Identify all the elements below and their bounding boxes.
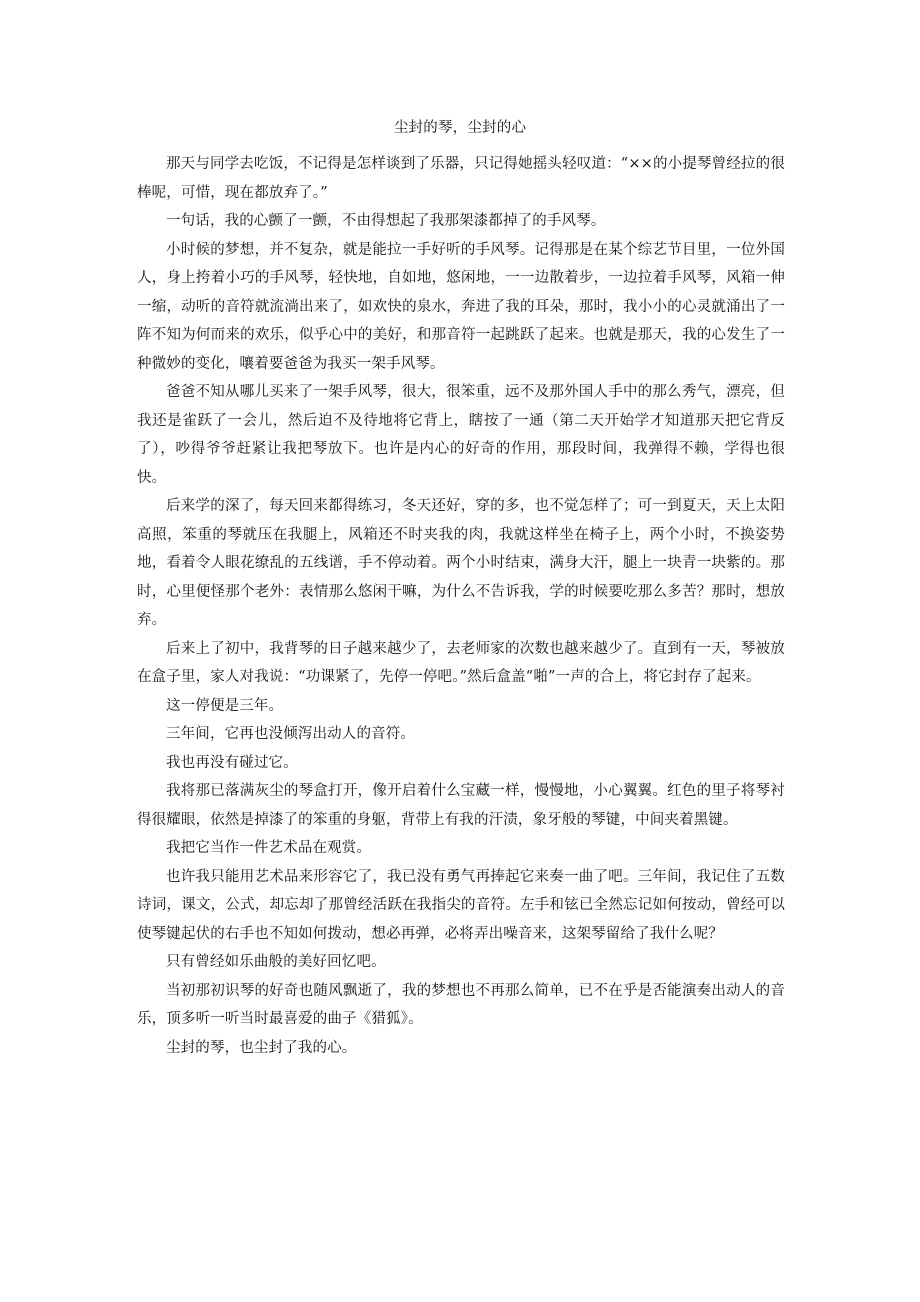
paragraph: 后来学的深了，每天回来都得练习，冬天还好，穿的多，也不觉怎样了；可一到夏天，天上太阳高照，笨重的琴就压在我腿上，风箱还不时夹我的肉，我就这样坐在椅子上，两个小时，不换姿势地，看着令人眼花缭乱的五线谱，手不停动着。两个小时结束，满身大汗，腿上一块青一块紫的。那时，心里便怪那个老外：表情那么悠闲干嘛，为什么不告诉我，学的时候要吃那么多苦？那时，想放弃。 [137, 498, 785, 628]
document-body [137, 150, 785, 1062]
paragraph: 当初那初识琴的好奇也随风飘逝了，我的梦想也不再那么简单，已不在乎是否能演奏出动人的音乐，顶多听一听当时最喜爱的曲子《猎狐》。 [137, 982, 785, 1027]
paragraph: 我也再没有碰过它。 [166, 754, 298, 771]
paragraph: 这一停便是三年。 [166, 697, 284, 714]
paragraph: 我将那已落满灰尘的琴盒打开，像开启着什么宝藏一样，慢慢地，小心翼翼。红色的里子将琴衬得很耀眼，依然是掉漆了的笨重的身躯，背带上有我的汗渍，象牙般的琴键，中间夹着黑键。 [137, 783, 785, 828]
paragraph: 那天与同学去吃饭，不记得是怎样谈到了乐器，只记得她摇头轻叹道：“××的小提琴曾经拉的很棒呢，可惜，现在都放弃了。” [137, 156, 785, 201]
paragraph: 我把它当作一件艺术品在观赏。 [166, 840, 372, 856]
paragraph: 后来上了初中，我背琴的日子越来越少了，去老师家的次数也越来越少了。直到有一天，琴被放在盒子里，家人对我说：“功课紧了，先停一停吧。”然后盒盖“啪”一声的合上，将它封存了起来。 [137, 640, 785, 685]
paragraph: 三年间，它再也没倾泻出动人的音符。 [166, 726, 416, 742]
paragraph: 只有曾经如乐曲般的美好回忆吧。 [166, 954, 386, 970]
paragraph: 尘封的琴，也尘封了我的心。 [166, 1039, 357, 1056]
paragraph: 也许我只能用艺术品来形容它了，我已没有勇气再捧起它来奏一曲了吧。三年间，我记住了五数诗词，课文，公式，却忘却了那曾经活跃在我指尖的音符。左手和铉已全然忘记如何按动，曾经可以使琴键起伏的右手也不知如何拨动，想必再弹，必将弄出噪音来，这架琴留给了我什么呢？ [137, 868, 785, 942]
paragraph: 一句话，我的心颤了一颤，不由得想起了我那架漆都掉了的手风琴。 [166, 213, 606, 229]
paragraph: 小时候的梦想，并不复杂，就是能拉一手好听的手风琴。记得那是在某个综艺节目里，一位外国人，身上挎着小巧的手风琴，轻快地，自如地，悠闲地，一一边散着步，一边拉着手风琴，风箱一伸一缩，动听的音符就流淌出来了，如欢快的泉水，奔进了我的耳朵，那时，我小小的心灵就涌出了一阵不知为何而来的欢乐，似乎心中的美好，和那音符一起跳跃了起来。也就是那天，我的心发生了一种微妙的变化，嚷着要爸爸为我买一架手风琴。 [137, 241, 785, 372]
paragraph: 爸爸不知从哪儿买来了一架手风琴，很大，很笨重，远不及那外国人手中的那么秀气，漂亮，但我还是雀跃了一会儿，然后迫不及待地将它背上，瞎按了一通（第二天开始学才知道那天把它背反了），吵得爷爷赶紧让我把琴放下。也许是内心的好奇的作用，那段时间，我弹得不赖，学得也很快。 [137, 384, 785, 486]
document-title: 尘封的琴，尘封的心 [393, 120, 527, 136]
